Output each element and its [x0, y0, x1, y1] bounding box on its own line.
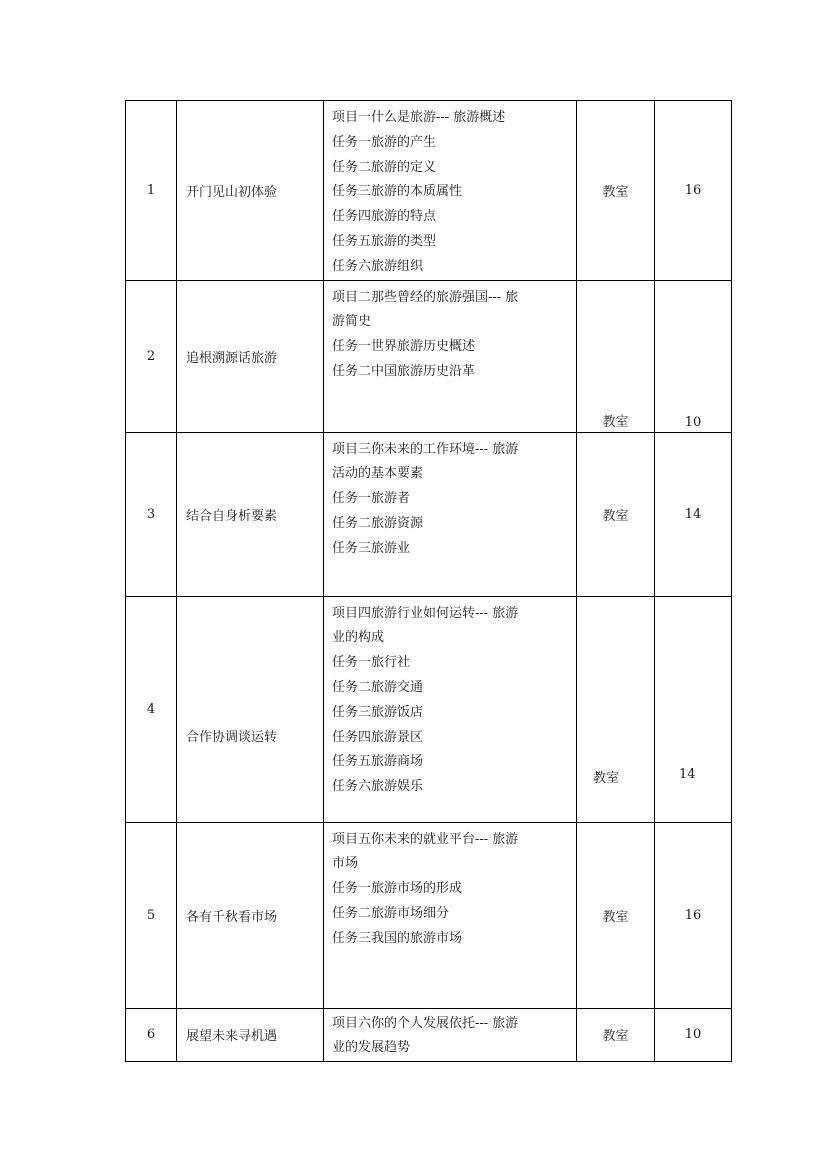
content-line: 任务一世界旅游历史概述 — [332, 339, 476, 355]
module-name: 开门见山初体验 — [177, 101, 324, 281]
content-line: 任务一旅游市场的形成 — [332, 881, 463, 897]
row-number: 4 — [126, 596, 177, 822]
module-content — [324, 596, 577, 822]
content-line: 任务二旅游市场细分 — [332, 905, 450, 921]
content-line: 业的发展趋势 — [332, 1040, 411, 1056]
table-row — [126, 280, 732, 432]
class-hours: 10 — [655, 1008, 732, 1062]
content-line: 项目二那些曾经的旅游强国--- 旅 — [332, 289, 519, 305]
class-hours: 14 — [655, 596, 732, 822]
content-line: 任务四旅游景区 — [332, 729, 424, 745]
module-content — [324, 101, 577, 281]
table-row — [126, 1008, 732, 1062]
content-line: 任务三旅游的本质属性 — [332, 184, 463, 200]
teaching-place: 教室 — [577, 1008, 655, 1062]
content-line: 任务六旅游组织 — [332, 258, 424, 274]
content-line: 项目四旅游行业如何运转--- 旅游 — [332, 605, 519, 621]
content-line: 项目六你的个人发展依托--- 旅游 — [332, 1015, 519, 1031]
content-line: 任务三旅游饭店 — [332, 704, 424, 720]
row-number: 6 — [126, 1008, 177, 1062]
teaching-place: 教室 — [577, 596, 655, 822]
row-number: 1 — [126, 101, 177, 281]
content-line: 游简史 — [332, 314, 372, 330]
content-line: 任务一旅游者 — [332, 491, 411, 507]
module-content — [324, 432, 577, 596]
class-hours: 14 — [655, 432, 732, 596]
content-line: 项目五你未来的就业平台--- 旅游 — [332, 831, 519, 847]
course-schedule-table — [125, 100, 732, 1062]
teaching-place: 教室 — [577, 822, 655, 1008]
module-name: 追根溯源话旅游 — [177, 280, 324, 432]
row-number: 2 — [126, 280, 177, 432]
class-hours: 16 — [655, 822, 732, 1008]
content-line: 任务三我国的旅游市场 — [332, 930, 463, 946]
module-content — [324, 280, 577, 432]
content-line: 活动的基本要素 — [332, 466, 424, 482]
table-row — [126, 596, 732, 822]
content-line: 任务一旅游的产生 — [332, 134, 437, 150]
content-line: 任务一旅行社 — [332, 655, 411, 671]
content-line: 市场 — [332, 856, 359, 872]
module-content — [324, 1008, 577, 1062]
content-line: 任务五旅游商场 — [332, 754, 424, 770]
row-number: 5 — [126, 822, 177, 1008]
module-name: 合作协调谈运转 — [177, 596, 324, 822]
content-line: 项目三你未来的工作环境--- 旅游 — [332, 441, 519, 457]
module-content — [324, 822, 577, 1008]
content-line: 任务二旅游交通 — [332, 679, 424, 695]
content-line: 任务四旅游的特点 — [332, 209, 437, 225]
table-row — [126, 101, 732, 281]
content-line: 任务二旅游资源 — [332, 515, 424, 531]
module-name: 结合自身析要素 — [177, 432, 324, 596]
module-name: 展望未来寻机遇 — [177, 1008, 324, 1062]
content-line: 任务二旅游的定义 — [332, 159, 437, 175]
content-line: 任务五旅游的类型 — [332, 233, 437, 249]
table-row — [126, 432, 732, 596]
content-line: 任务三旅游业 — [332, 540, 411, 556]
content-line: 业的构成 — [332, 630, 385, 646]
content-line: 项目一什么是旅游--- 旅游概述 — [332, 110, 506, 125]
row-number: 3 — [126, 432, 177, 596]
teaching-place: 教室 — [577, 101, 655, 281]
teaching-place: 教室 — [577, 432, 655, 596]
content-line: 任务六旅游娱乐 — [332, 779, 424, 795]
content-line: 任务二中国旅游历史沿革 — [332, 363, 476, 379]
class-hours: 10 — [655, 280, 732, 432]
teaching-place: 教室 — [577, 280, 655, 432]
class-hours: 16 — [655, 101, 732, 281]
table-row — [126, 822, 732, 1008]
module-name: 各有千秋看市场 — [177, 822, 324, 1008]
